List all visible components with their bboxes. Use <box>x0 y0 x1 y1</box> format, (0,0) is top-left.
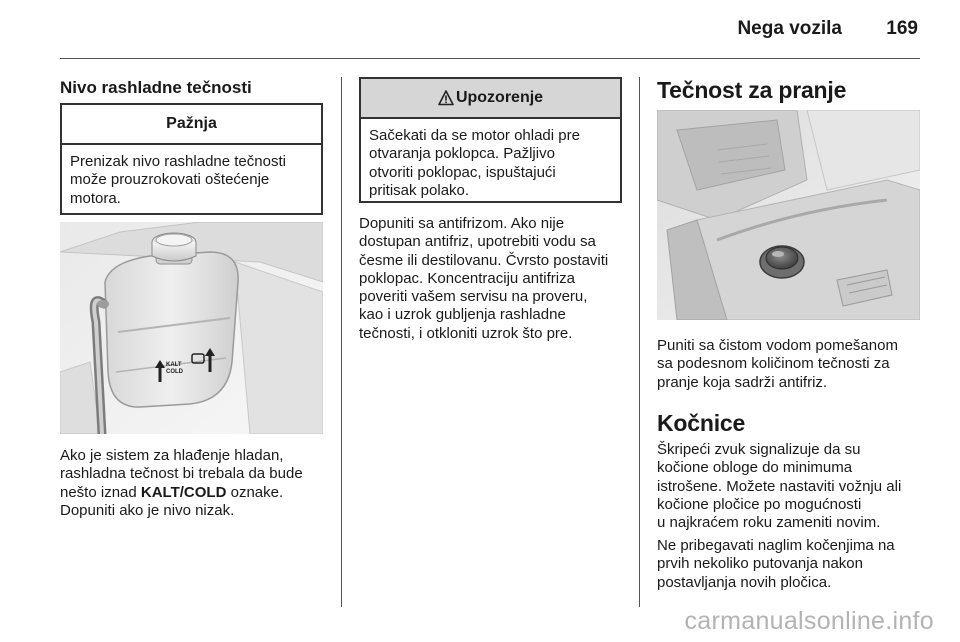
coolant-paragraph <box>60 447 335 520</box>
text-line: kočione obloge do minimuma <box>657 459 853 477</box>
column-divider-2 <box>639 77 640 607</box>
text-line: dostupan antifriz, upotrebiti vodu sa <box>359 233 596 251</box>
warning-line: otvoriti poklopac, ispuštajući <box>369 163 556 181</box>
antifreeze-paragraph <box>359 215 634 343</box>
text-line: prvih nekoliko putovanja nakon <box>657 555 863 573</box>
notice-title: Pažnja <box>62 105 321 145</box>
text-line: poveriti vašem servisu na proveru, <box>359 288 588 306</box>
level-label-kalt: KALT <box>166 362 182 368</box>
text-run: oznake. <box>226 483 284 501</box>
coolant-reservoir-drawing <box>60 222 323 434</box>
brakes-paragraph-2 <box>657 537 947 592</box>
brakes-paragraph-1 <box>657 441 947 532</box>
level-label-cold: COLD <box>166 369 183 375</box>
text-line: tečnosti, i otkloniti uzrok što pre. <box>359 324 573 342</box>
header-rule <box>60 58 920 59</box>
text-line: pranje koja sadrži antifriz. <box>657 373 828 391</box>
warning-header <box>361 79 620 119</box>
column-divider-1 <box>341 77 342 607</box>
coolant-reservoir-illustration <box>60 222 323 434</box>
text-line: Ne pribegavati naglim kočenjima na <box>657 537 895 554</box>
warning-box <box>359 77 622 203</box>
text-line: postavljanja novih pločica. <box>657 573 832 591</box>
warning-title: Upozorenje <box>455 89 544 106</box>
section-heading-brakes: Kočnice <box>657 410 746 436</box>
warning-line: otvaranja poklopca. Pažljivo <box>369 145 555 163</box>
washer-reservoir-illustration <box>657 110 920 320</box>
text-line: u najkraćem roku zameniti novim. <box>657 514 881 532</box>
notice-text <box>62 145 321 216</box>
text-line: Dopuniti sa antifrizom. Ako nije <box>359 215 565 232</box>
watermark: carmanualsonline.info <box>684 607 934 635</box>
page-number: 169 <box>886 18 918 39</box>
text-line: česme ili destilovanu. Čvrsto postaviti <box>359 251 609 269</box>
text-line: Ako je sistem za hlađenje hladan, <box>60 447 284 464</box>
section-heading-coolant: Nivo rashladne tečnosti <box>60 78 252 97</box>
text-run: nešto iznad <box>60 483 141 501</box>
warning-text <box>361 119 620 208</box>
warning-line: pritisak polako. <box>369 181 470 199</box>
running-header-title: Nega vozila <box>737 18 842 39</box>
notice-line: može prouzrokovati oštećenje <box>70 171 270 189</box>
text-line: poklopac. Koncentraciju antifriza <box>359 269 575 287</box>
text-line: sa podesnom količinom tečnosti za <box>657 355 890 373</box>
marking-keyword: KALT/COLD <box>140 483 227 501</box>
washer-reservoir-drawing <box>657 110 920 320</box>
washer-paragraph <box>657 337 937 392</box>
notice-line: Prenizak nivo rashladne tečnosti <box>70 153 286 170</box>
text-line: rashladna tečnost bi trebala da bude <box>60 465 303 483</box>
text-line: Dopuniti ako je nivo nizak. <box>60 501 235 519</box>
text-line: kao i uzrok gubljenja rashladne <box>359 306 566 324</box>
text-line: kočione pločice po mogućnosti <box>657 495 862 513</box>
notice-box <box>60 103 323 215</box>
text-line: Puniti sa čistom vodom pomešanom <box>657 337 898 354</box>
warning-line: Sačekati da se motor ohladi pre <box>369 127 580 144</box>
text-line <box>60 484 335 502</box>
text-line: Škripeći zvuk signalizuje da su <box>657 441 861 458</box>
section-heading-washer-fluid: Tečnost za pranje <box>657 77 847 103</box>
warning-triangle-icon <box>438 90 454 106</box>
text-line: istrošene. Možete nastaviti vožnju ali <box>657 477 902 495</box>
notice-line: motora. <box>70 189 121 207</box>
